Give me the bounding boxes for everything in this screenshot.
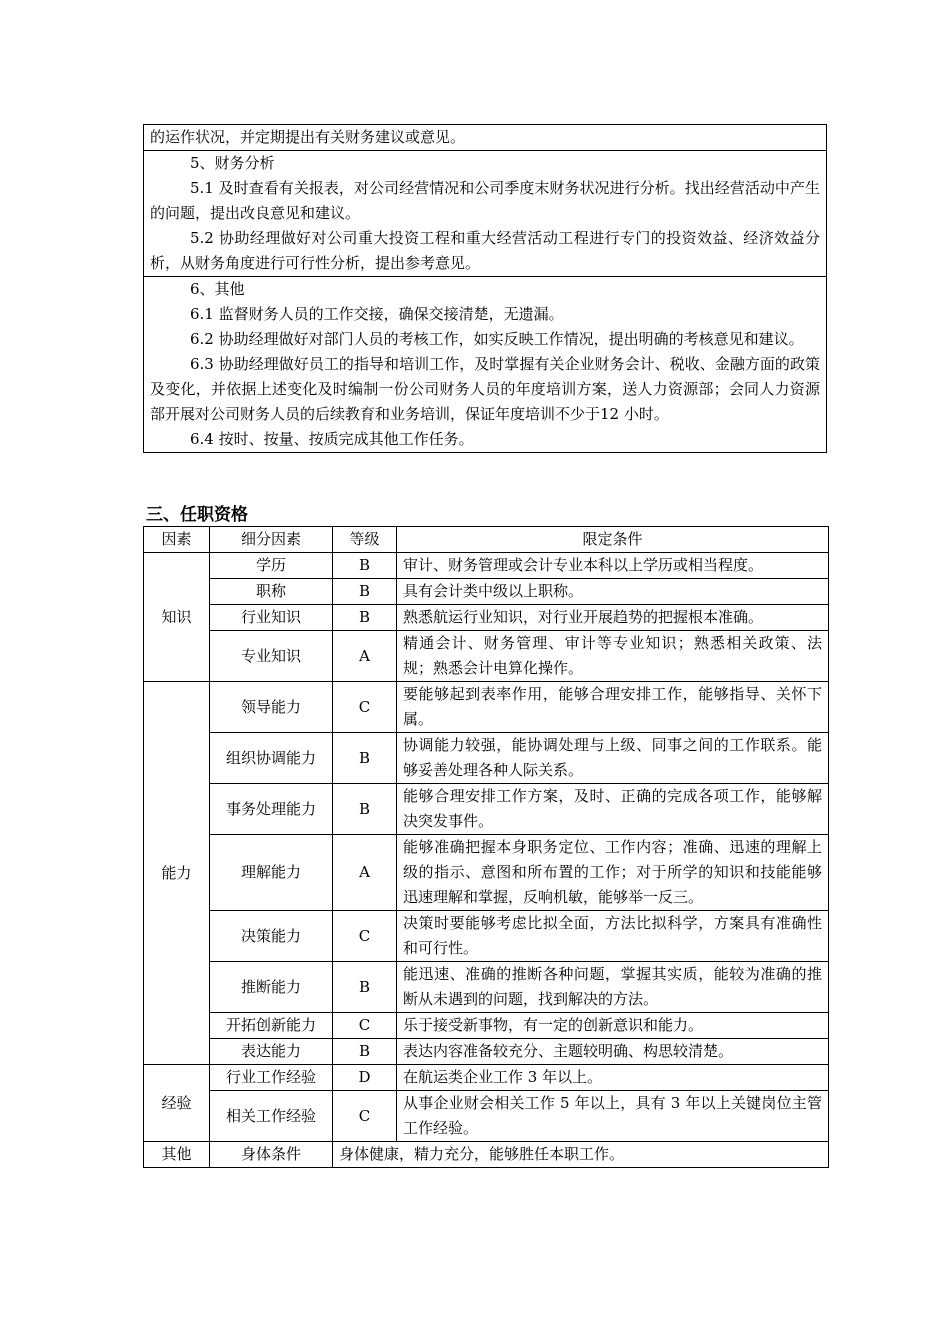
level-cell: B: [333, 1039, 397, 1065]
level-cell: A: [333, 835, 397, 911]
condition-cell: 决策时要能够考虑比拟全面，方法比拟科学，方案具有准确性和可行性。: [397, 911, 829, 962]
level-cell: B: [333, 784, 397, 835]
condition-cell: 精通会计、财务管理、审计等专业知识；熟悉相关政策、法规；熟悉会计电算化操作。: [397, 631, 829, 682]
duty-item: 6.2 协助经理做好对部门人员的考核工作，如实反映工作情况，提出明确的考核意见和建议。: [190, 330, 804, 348]
duty-item: 6.3 协助经理做好员工的指导和培训工作，及时掌握有关企业财务会计、税收、金融方面的政策及变化，并依据上述变化及时编制一份公司财务人员的年度培训方案，送人力资源部；会同人力资源部开展对公司财务人员的后续教育和业务培训，保证年度培训不少于12 小时。: [150, 355, 820, 423]
qualifications-table: [143, 526, 829, 1168]
sub-factor-cell: 理解能力: [210, 835, 333, 911]
level-cell: B: [333, 733, 397, 784]
table-row: [144, 962, 829, 1013]
sub-factor-cell: 推断能力: [210, 962, 333, 1013]
duty-item: 6.4 按时、按量、按质完成其他工作任务。: [190, 430, 474, 448]
condition-cell: 能迅速、准确的推断各种问题，掌握其实质，能较为准确的推断从未遇到的问题，找到解决的方法。: [397, 962, 829, 1013]
sub-factor-cell: 行业工作经验: [210, 1065, 333, 1091]
condition-cell: 在航运类企业工作 3 年以上。: [397, 1065, 829, 1091]
condition-cell: 协调能力较强，能协调处理与上级、同事之间的工作联系。能够妥善处理各种人际关系。: [397, 733, 829, 784]
table-row: [144, 733, 829, 784]
sub-factor-cell: 学历: [210, 553, 333, 579]
level-cell: B: [333, 579, 397, 605]
condition-cell: 身体健康，精力充分，能够胜任本职工作。: [333, 1142, 829, 1168]
table-row: [144, 835, 829, 911]
sub-factor-cell: 相关工作经验: [210, 1091, 333, 1142]
duties-box: [143, 124, 827, 453]
section-title: 5、财务分析: [190, 154, 275, 172]
duty-item: 5.1 及时查看有关报表，对公司经营情况和公司季度末财务状况进行分析。找出经营活动中产生的问题，提出改良意见和建议。: [150, 179, 820, 222]
header-factor: 因素: [144, 527, 210, 553]
sub-factor-cell: 表达能力: [210, 1039, 333, 1065]
table-row: [144, 1039, 829, 1065]
factor-cell: 知识: [144, 553, 210, 682]
condition-cell: 能够合理安排工作方案，及时、正确的完成各项工作，能够解决突发事件。: [397, 784, 829, 835]
level-cell: B: [333, 962, 397, 1013]
table-row: [144, 631, 829, 682]
level-cell: B: [333, 553, 397, 579]
condition-cell: 熟悉航运行业知识，对行业开展趋势的把握根本准确。: [397, 605, 829, 631]
section-other: [144, 276, 826, 452]
table-row: [144, 605, 829, 631]
condition-cell: 具有会计类中级以上职称。: [397, 579, 829, 605]
level-cell: A: [333, 631, 397, 682]
condition-cell: 从事企业财会相关工作 5 年以上，具有 3 年以上关键岗位主管工作经验。: [397, 1091, 829, 1142]
condition-cell: 要能够起到表率作用，能够合理安排工作，能够指导、关怀下属。: [397, 682, 829, 733]
duty-item: 6.1 监督财务人员的工作交接，确保交接清楚，无遗漏。: [190, 305, 564, 323]
table-row: [144, 553, 829, 579]
table-row: [144, 911, 829, 962]
header-level: 等级: [333, 527, 397, 553]
level-cell: C: [333, 1013, 397, 1039]
level-cell: D: [333, 1065, 397, 1091]
level-cell: C: [333, 1091, 397, 1142]
header-condition: 限定条件: [397, 527, 829, 553]
factor-cell: 其他: [144, 1142, 210, 1168]
section-financial-analysis: [144, 150, 826, 276]
sub-factor-cell: 事务处理能力: [210, 784, 333, 835]
duty-item: 5.2 协助经理做好对公司重大投资工程和重大经营活动工程进行专门的投资效益、经济效益分析，从财务角度进行可行性分析，提出参考意见。: [150, 229, 820, 272]
sub-factor-cell: 专业知识: [210, 631, 333, 682]
level-cell: C: [333, 911, 397, 962]
duties-continuation-section: [144, 125, 826, 150]
table-row: [144, 579, 829, 605]
duties-continuation-text: 的运作状况，并定期提出有关财务建议或意见。: [150, 128, 466, 146]
table-row: [144, 784, 829, 835]
table-row: [144, 682, 829, 733]
condition-cell: 表达内容准备较充分、主题较明确、构思较清楚。: [397, 1039, 829, 1065]
table-row: [144, 1013, 829, 1039]
factor-cell: 能力: [144, 682, 210, 1065]
table-row: [144, 1091, 829, 1142]
table-row: [144, 1142, 829, 1168]
factor-cell: 经验: [144, 1065, 210, 1142]
table-row: [144, 1065, 829, 1091]
header-sub-factor: 细分因素: [210, 527, 333, 553]
sub-factor-cell: 身体条件: [210, 1142, 333, 1168]
sub-factor-cell: 职称: [210, 579, 333, 605]
sub-factor-cell: 开拓创新能力: [210, 1013, 333, 1039]
qualifications-heading: 三、任职资格: [146, 505, 248, 525]
sub-factor-cell: 组织协调能力: [210, 733, 333, 784]
condition-cell: 乐于接受新事物，有一定的创新意识和能力。: [397, 1013, 829, 1039]
condition-cell: 审计、财务管理或会计专业本科以上学历或相当程度。: [397, 553, 829, 579]
sub-factor-cell: 决策能力: [210, 911, 333, 962]
condition-cell: 能够准确把握本身职务定位、工作内容；准确、迅速的理解上级的指示、意图和所布置的工作；对于所学的知识和技能能够迅速理解和掌握，反响机敏，能够举一反三。: [397, 835, 829, 911]
section-title: 6、其他: [190, 280, 245, 298]
level-cell: C: [333, 682, 397, 733]
sub-factor-cell: 领导能力: [210, 682, 333, 733]
sub-factor-cell: 行业知识: [210, 605, 333, 631]
table-header-row: [144, 527, 829, 553]
level-cell: B: [333, 605, 397, 631]
